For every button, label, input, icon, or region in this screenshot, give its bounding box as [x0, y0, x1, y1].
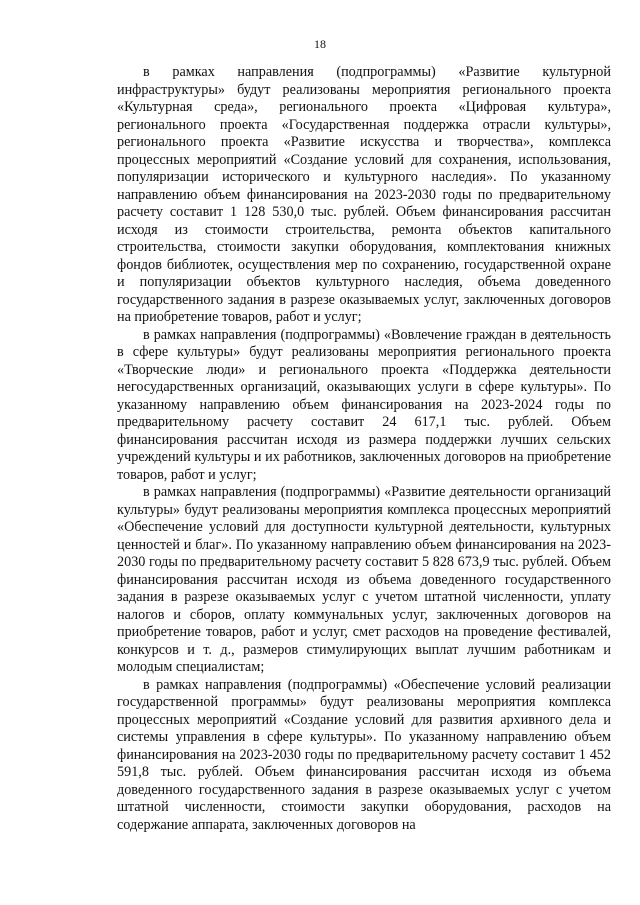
page-number: 18 — [314, 37, 326, 51]
document-body — [117, 64, 611, 834]
paragraph-program-implementation: в рамках направления (подпрограммы) «Обеспечение условий реализации государственной программы» будут реализованы мероприятия комплекса процессных мероприятий «Создание условий для развития архивного дела и системы управления в сфере культуры». По указанному направлению объем финансирования на 2023-2030 годы по предварительному расчету составит 1 452 591,8 тыс. рублей. Объем финансирования рассчитан исходя из объема доведенного государственного задания в разрезе оказываемых услуг с учетом штатной численности, стоимости закупки оборудования, расходов на содержание аппарата, заключенных договоров на — [117, 676, 611, 833]
paragraph-culture-organizations: в рамках направления (подпрограммы) «Развитие деятельности организаций культуры» будут реализованы мероприятия комплекса процессных мероприятий «Обеспечение условий для доступности культурной деятельности, культурных ценностей и благ». По указанному направлению объем финансирования на 2023-2030 годы по предварительному расчету составит 5 828 673,9 тыс. рублей. Объем финансирования рассчитан исходя из объема доведенного государственного задания в разрезе оказываемых услуг с учетом штатной численности, уплату налогов и сборов, оплату коммунальных услуг, заключенных договоров на приобретение товаров, работ и услуг, смет расходов на проведение фестивалей, конкурсов и т. д., размеров стимулирующих выплат лучшим работникам и молодым специалистам; — [117, 484, 611, 675]
paragraph-culture-infrastructure: в рамках направления (подпрограммы) «Развитие культурной инфраструктуры» будут реализованы мероприятия регионального проекта «Культурная среда», регионального проекта «Цифровая культура», регионального проекта «Государственная поддержка отрасли культуры», регионального проекта «Развитие искусства и творчества», комплекса процессных мероприятий «Создание условий для сохранения, использования, популяризации исторического и культурного наследия». По указанному направлению объем финансирования на 2023-2030 годы по предварительному расчету составит 1 128 530,0 тыс. рублей. Объем финансирования рассчитан исходя из стоимости строительства, ремонта объектов капитального строительства, стоимости закупки оборудования, комплектования книжных фондов библиотек, осуществления мер по сохранению, государственной охране и популяризации объектов культурного наследия, объема доведенного государственного задания в разрезе оказываемых услуг, заключенных договоров на приобретение товаров, работ и услуг; — [117, 64, 611, 325]
paragraph-citizen-involvement: в рамках направления (подпрограммы) «Вовлечение граждан в деятельность в сфере культуры» будут реализованы мероприятия регионального проекта «Творческие люди» и регионального проекта «Поддержка деятельности негосударственных организаций, оказывающих услуги в сфере культуры». По указанному направлению объем финансирования на 2023-2024 годы по предварительному расчету составит 24 617,1 тыс. рублей. Объем финансирования рассчитан исходя из размера поддержки лучших сельских учреждений культуры и их работников, заключенных договоров на приобретение товаров, работ и услуг; — [117, 326, 611, 483]
